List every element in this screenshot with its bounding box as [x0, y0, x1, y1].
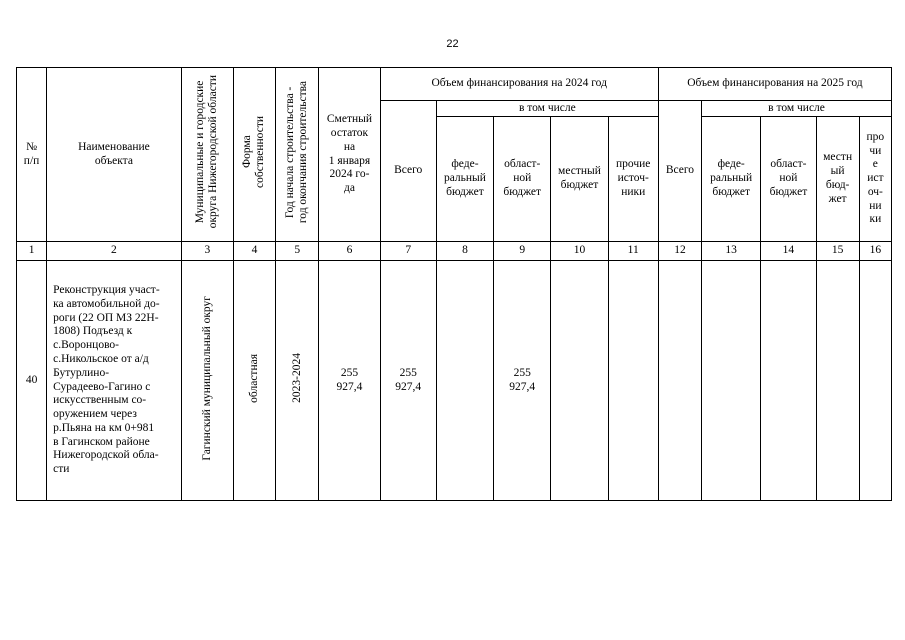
district-cell — [181, 261, 233, 501]
header-other-2024: прочие источ- ники — [608, 117, 658, 242]
local-2025 — [816, 261, 859, 501]
header-district-cell — [181, 68, 233, 242]
header-object-name: Наименование объекта — [47, 68, 182, 242]
header-ownership: Форма собственности — [241, 116, 267, 189]
ownership-cell — [233, 261, 275, 501]
district-name: Гагинский муниципальный округ — [200, 295, 213, 461]
page-number: 22 — [446, 38, 459, 50]
header-including-2025: в том числе — [702, 101, 892, 117]
header-years-cell — [276, 68, 319, 242]
header-local-2024: местный бюджет — [551, 117, 608, 242]
construction-years: 2023-2024 — [290, 353, 303, 404]
header-federal-2024: феде- ральный бюджет — [436, 117, 493, 242]
header-row-number: № п/п — [17, 68, 47, 242]
header-other-2025: про чи е ист оч- ни ки — [859, 117, 891, 242]
header-ownership-cell — [233, 68, 275, 242]
estimate-remainder: 255 927,4 — [319, 261, 380, 501]
column-number: 13 — [702, 242, 761, 261]
header-estimate-remainder: Сметный остаток на 1 января 2024 го- да — [319, 68, 380, 242]
column-number: 16 — [859, 242, 891, 261]
header-years: Год начала строительства - год окончания строительства — [284, 81, 310, 224]
column-number: 4 — [233, 242, 275, 261]
ownership-form: областная — [247, 353, 260, 403]
header-regional-2024: област- ной бюджет — [494, 117, 551, 242]
column-number: 15 — [816, 242, 859, 261]
regional-2025 — [761, 261, 816, 501]
federal-2025 — [702, 261, 761, 501]
total-2024: 255 927,4 — [380, 261, 436, 501]
object-name: Реконструкция участ- ка автомобильной до- роги (22 ОП МЗ 22Н- 1808) Подъезд к с.Воронцово- с.Никольское от а/д Бутурлино- Сурадеево-Гагино с искусственным со- оружением через р.Пьяна на км 0+981 в Гагинском районе Нижегородской обла- сти — [47, 261, 182, 501]
header-total-2024: Всего — [380, 101, 436, 242]
header-row-1 — [17, 68, 892, 101]
column-number: 8 — [436, 242, 493, 261]
header-local-2025: местн ый бюд- жет — [816, 117, 859, 242]
column-number: 14 — [761, 242, 816, 261]
header-district: Муниципальные и городские округа Нижегородской области — [194, 75, 220, 229]
column-number-row — [17, 242, 892, 261]
header-federal-2025: феде- ральный бюджет — [702, 117, 761, 242]
column-number: 12 — [658, 242, 701, 261]
column-number: 6 — [319, 242, 380, 261]
header-total-2025: Всего — [658, 101, 701, 242]
header-financing-2025: Объем финансирования на 2025 год — [658, 68, 891, 101]
header-regional-2025: област- ной бюджет — [761, 117, 816, 242]
column-number: 11 — [608, 242, 658, 261]
column-number: 7 — [380, 242, 436, 261]
financing-table — [16, 67, 892, 501]
header-financing-2024: Объем финансирования на 2024 год — [380, 68, 658, 101]
column-number: 9 — [494, 242, 551, 261]
column-number: 1 — [17, 242, 47, 261]
row-number: 40 — [17, 261, 47, 501]
years-cell — [276, 261, 319, 501]
other-2025 — [859, 261, 891, 501]
header-including-2024: в том числе — [436, 101, 658, 117]
local-2024 — [551, 261, 608, 501]
total-2025 — [658, 261, 701, 501]
column-number: 3 — [181, 242, 233, 261]
column-number: 10 — [551, 242, 608, 261]
regional-2024: 255 927,4 — [494, 261, 551, 501]
table-row — [17, 261, 892, 501]
column-number: 5 — [276, 242, 319, 261]
federal-2024 — [436, 261, 493, 501]
column-number: 2 — [47, 242, 182, 261]
other-2024 — [608, 261, 658, 501]
